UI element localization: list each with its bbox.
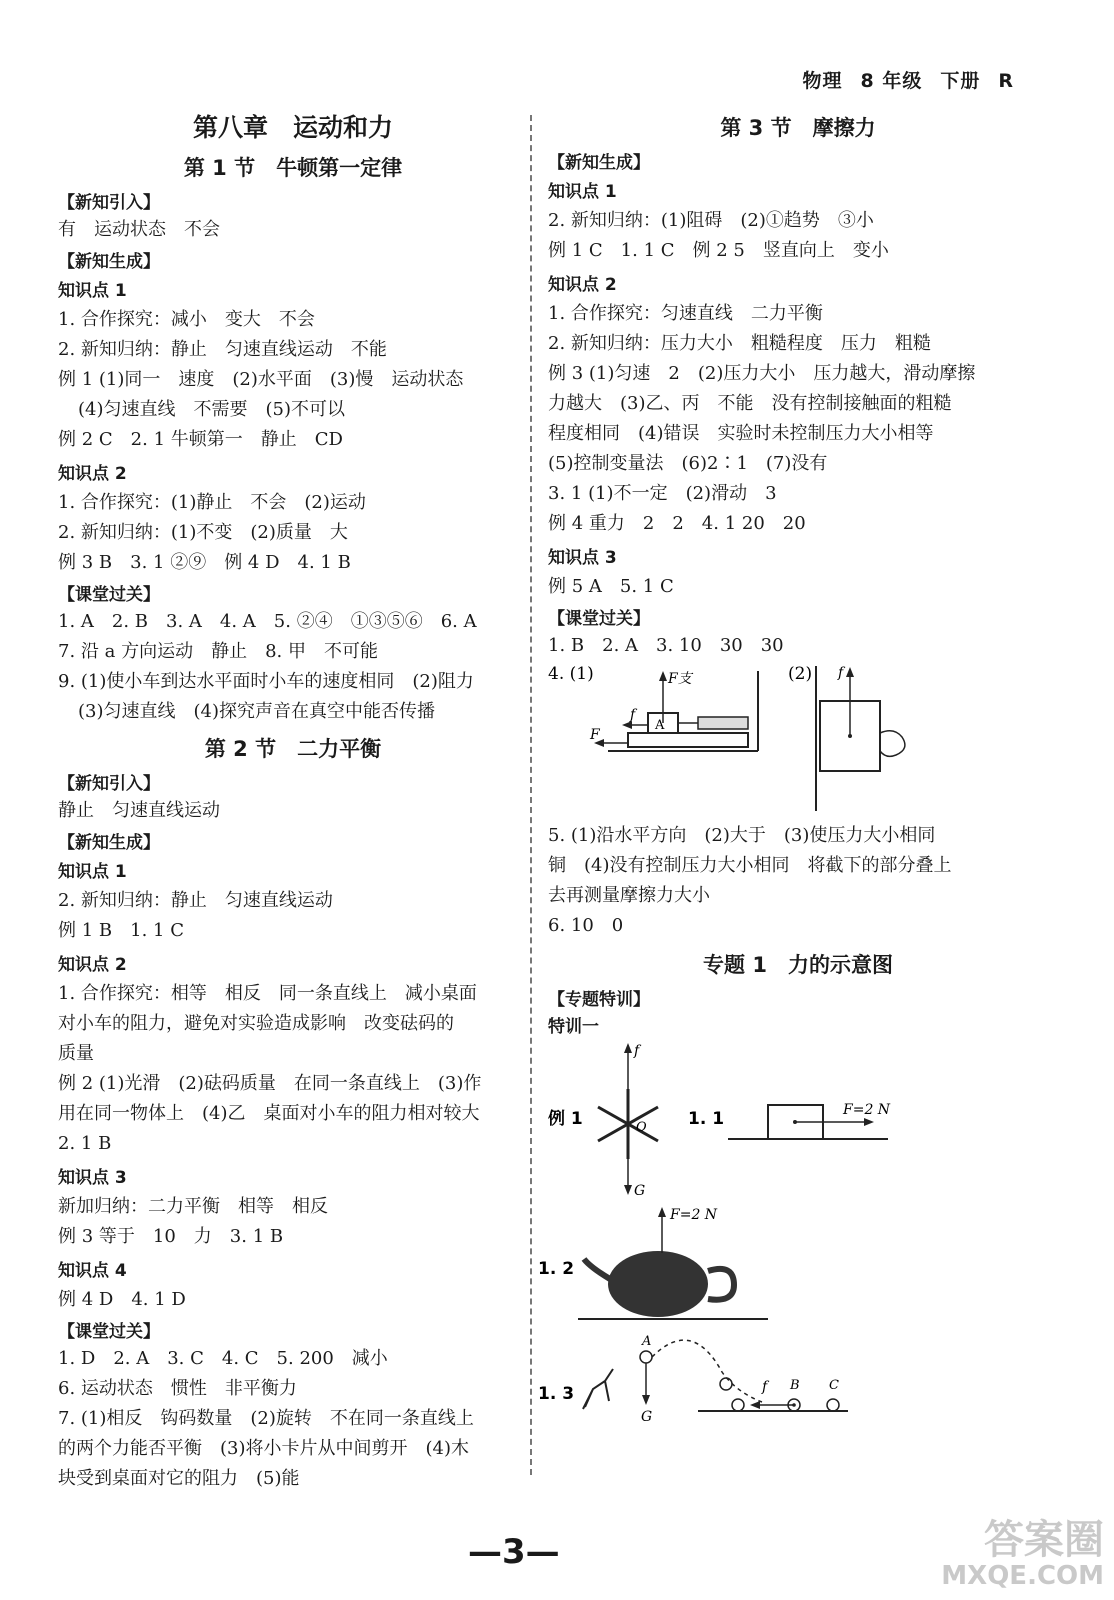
block-force-arrowhead [864, 1118, 874, 1126]
header-term: 下册 [940, 70, 981, 92]
watermark-line2: MXQE.COM [941, 1561, 1104, 1591]
column-divider [530, 115, 532, 1475]
ball-bounce-icon [732, 1399, 744, 1411]
spring-scale [698, 717, 748, 729]
answer-line: 2. 新知归纳：静止 匀速直线运动 不能 [58, 339, 387, 360]
ball-b-label: B [790, 1378, 800, 1393]
tag: 【专题特训】 [548, 990, 650, 1010]
pull-force-label: F [590, 727, 600, 743]
tag: 【新知生成】 [58, 833, 160, 853]
chapter-title: 第八章 运动和力 [192, 113, 393, 142]
q4-part2-label: (2) [788, 664, 813, 684]
answer-line: 质量 [58, 1043, 94, 1064]
snowflake-f-arrowhead [624, 1043, 632, 1053]
answer-line: 6. 运动状态 惯性 非平衡力 [58, 1378, 297, 1399]
teapot-force-arrowhead [658, 1207, 666, 1217]
answer-line: 例 5 A 5. 1 C [548, 576, 674, 597]
answer-line: 静止 匀速直线运动 [58, 800, 220, 821]
teapot-handle [708, 1269, 734, 1300]
answer-line: 6. 10 0 [548, 915, 624, 936]
trajectory-line [652, 1340, 762, 1402]
answer-line: 2. 新知归纳：(1)阻碍 (2)①趋势 ③小 [548, 210, 874, 231]
answer-line: 力越大 (3)乙、丙 不能 没有控制接触面的粗糙 [548, 393, 952, 414]
support-force-arrowhead [659, 671, 667, 681]
answer-line: 2. 1 B [58, 1133, 112, 1154]
answer-line: 有 运动状态 不会 [58, 219, 220, 240]
teapot-force-label: F=2 N [670, 1207, 718, 1223]
ball-c-label: C [829, 1378, 839, 1393]
answer-line: 5. (1)沿水平方向 (2)大于 (3)使压力大小相同 [548, 825, 936, 846]
example1-label: 例 1 [548, 1109, 583, 1129]
answer-line: 例 1 (1)同一 速度 (2)水平面 (3)慢 运动状态 [58, 369, 464, 390]
answer-line: 例 2 (1)光滑 (2)砝码质量 在同一条直线上 (3)作 [58, 1073, 482, 1094]
section-1-title: 第 1 节 牛顿第一定律 [183, 156, 403, 180]
ball-b-friction-arrowhead [750, 1401, 760, 1409]
answer-line: 去再测量摩擦力大小 [548, 885, 710, 906]
answer-line: 2. 新知归纳：压力大小 粗糙程度 压力 粗糙 [548, 333, 931, 354]
header-grade: 8 年级 [860, 70, 923, 92]
left-column [58, 108, 528, 1494]
force-diagrams-svg [538, 1039, 1048, 1439]
knowledge-point: 知识点 3 [548, 548, 617, 568]
ball-a-label: A [642, 1334, 652, 1349]
answer-line: 1. 合作探究：相等 相反 同一条直线上 减小桌面 [58, 983, 477, 1004]
wall-friction-arrowhead [846, 667, 854, 677]
hand-sketch [880, 731, 905, 757]
wall-friction-label: f [838, 665, 844, 681]
answer-line: 铜 (4)没有控制压力大小相同 将截下的部分叠上 [548, 855, 952, 876]
tag: 【新知生成】 [58, 252, 160, 272]
answer-line: 1. D 2. A 3. C 4. C 5. 200 减小 [58, 1348, 388, 1369]
answer-line: (3)匀速直线 (4)探究声音在真空中能否传播 [78, 701, 435, 722]
thrower-figure [583, 1369, 613, 1409]
answer-line: 2. 新知归纳：静止 匀速直线运动 [58, 890, 333, 911]
tag: 【课堂过关】 [548, 609, 650, 629]
q4-part1-label: 4. (1) [548, 664, 594, 684]
block-a-label: A [655, 718, 665, 733]
item-1-3-label: 1. 3 [538, 1384, 575, 1404]
ball-a-g-label: G [641, 1409, 653, 1425]
answer-line: 例 2 C 2. 1 牛顿第一 静止 CD [58, 429, 343, 450]
ball-b-friction-label: f [762, 1379, 768, 1395]
answer-line: 的两个力能否平衡 (3)将小卡片从中间剪开 (4)木 [58, 1438, 469, 1459]
answer-line: 块受到桌面对它的阻力 (5)能 [58, 1468, 300, 1489]
topic-subtitle: 特训一 [548, 1017, 599, 1037]
tag: 【新知引入】 [58, 193, 160, 213]
answer-line: 用在同一物体上 (4)乙 桌面对小车的阻力相对较大 [58, 1103, 480, 1124]
friction-label: f [630, 707, 636, 723]
answer-line: 1. 合作探究：(1)静止 不会 (2)运动 [58, 492, 366, 513]
friction-diagrams [548, 661, 1048, 821]
answer-line: 例 1 B 1. 1 C [58, 920, 184, 941]
ball-a-icon [640, 1351, 652, 1363]
watermark-logo [941, 1517, 1104, 1594]
item-1-2-label: 1. 2 [538, 1259, 575, 1279]
answer-line: 1. A 2. B 3. A 4. A 5. ②④ ①③⑤⑥ 6. A [58, 611, 477, 632]
answer-line: 3. 1 (1)不一定 (2)滑动 3 [548, 483, 777, 504]
answer-line: 7. (1)相反 钩码数量 (2)旋转 不在同一条直线上 [58, 1408, 474, 1429]
tag: 【课堂过关】 [58, 585, 160, 605]
snowflake-g-arrowhead [624, 1185, 632, 1195]
tag: 【课堂过关】 [58, 1322, 160, 1342]
answer-line: 例 4 D 4. 1 D [58, 1289, 186, 1310]
knowledge-point: 知识点 1 [58, 862, 127, 882]
board [628, 733, 748, 747]
answer-line: 7. 沿 a 方向运动 静止 8. 甲 不可能 [58, 641, 378, 662]
answer-line: 例 3 等于 10 力 3. 1 B [58, 1226, 284, 1247]
header-edition: R [998, 70, 1014, 92]
ball-mid-icon [720, 1378, 732, 1390]
knowledge-point: 知识点 3 [58, 1168, 127, 1188]
answer-line: 例 4 重力 2 2 4. 1 20 20 [548, 513, 806, 534]
answer-line: 对小车的阻力，避免对实验造成影响 改变砝码的 [58, 1013, 454, 1034]
answer-line: 1. 合作探究：匀速直线 二力平衡 [548, 303, 823, 324]
answer-line: 程度相同 (4)错误 实验时未控制压力大小相等 [548, 423, 934, 444]
answer-line: (4)匀速直线 不需要 (5)不可以 [78, 399, 345, 420]
force-diagrams [538, 1039, 1048, 1439]
tag: 【新知引入】 [58, 774, 160, 794]
header-subject: 物理 [802, 70, 843, 92]
snowflake-o-label: O [636, 1120, 647, 1135]
section-2-title: 第 2 节 二力平衡 [204, 737, 382, 761]
knowledge-point: 知识点 2 [58, 464, 127, 484]
item-1-1-label: 1. 1 [688, 1109, 725, 1129]
answer-line: 1. 合作探究：减小 变大 不会 [58, 309, 315, 330]
page-header [784, 66, 1014, 93]
watermark-line1: 答案圈 [984, 1517, 1104, 1563]
answer-line: 2. 新知归纳：(1)不变 (2)质量 大 [58, 522, 348, 543]
teapot-icon [608, 1251, 708, 1317]
snowflake-g-label: G [634, 1183, 646, 1199]
answer-line: 1. B 2. A 3. 10 30 30 [548, 635, 784, 656]
answer-line: 新加归纳：二力平衡 相等 相反 [58, 1196, 328, 1217]
section-3-title: 第 3 节 摩擦力 [720, 116, 876, 140]
teapot-spout [584, 1259, 610, 1279]
knowledge-point: 知识点 2 [58, 955, 127, 975]
knowledge-point: 知识点 1 [58, 281, 127, 301]
knowledge-point: 知识点 2 [548, 275, 617, 295]
answer-line: (5)控制变量法 (6)2∶1 (7)没有 [548, 453, 828, 474]
friction-diagrams-svg [548, 661, 1048, 821]
tag: 【新知生成】 [548, 153, 650, 173]
answer-line: 例 1 C 1. 1 C 例 2 5 竖直向上 变小 [548, 240, 889, 261]
answer-line: 例 3 B 3. 1 ②⑨ 例 4 D 4. 1 B [58, 552, 351, 573]
knowledge-point: 知识点 4 [58, 1261, 127, 1281]
page-number: —3— [468, 1532, 560, 1572]
answer-line: 例 3 (1)匀速 2 (2)压力大小 压力越大，滑动摩擦 [548, 363, 976, 384]
knowledge-point: 知识点 1 [548, 182, 617, 202]
topic-title: 专题 1 力的示意图 [703, 953, 893, 977]
block-force-label: F=2 N [843, 1102, 891, 1118]
snowflake-f-label: f [634, 1043, 640, 1059]
ball-a-g-arrowhead [642, 1395, 650, 1405]
answer-line: 9. (1)使小车到达水平面时小车的速度相同 (2)阻力 [58, 671, 474, 692]
ball-c-icon [827, 1399, 839, 1411]
right-column [538, 112, 1048, 1439]
support-force-label: F支 [668, 671, 692, 687]
